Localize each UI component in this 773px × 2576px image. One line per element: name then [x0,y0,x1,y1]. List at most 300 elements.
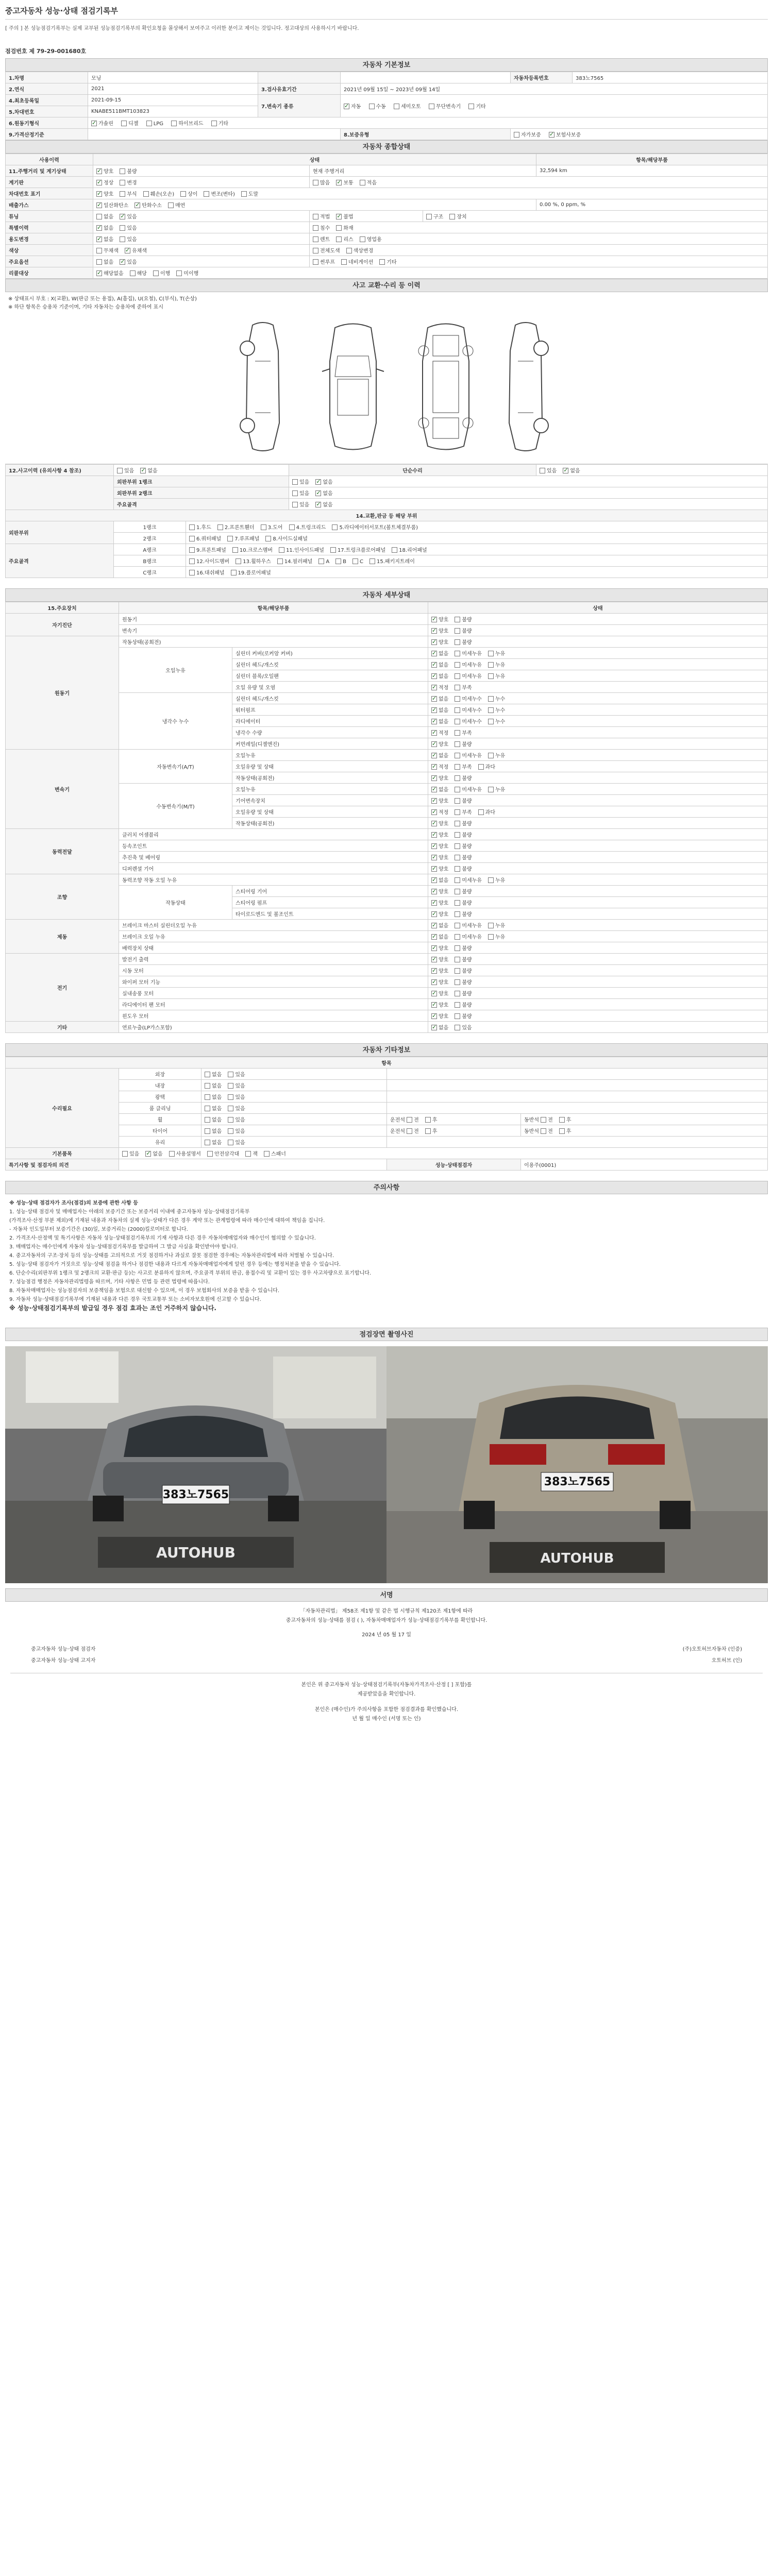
checkbox[interactable] [455,900,460,906]
checkbox[interactable] [455,707,460,713]
checkbox[interactable] [261,524,266,530]
checkbox[interactable] [431,832,437,838]
checkbox[interactable] [205,1106,210,1111]
checkbox[interactable] [455,945,460,951]
checkbox[interactable] [431,798,437,804]
checkbox[interactable] [336,214,342,219]
checkbox[interactable] [189,570,195,575]
checkbox[interactable] [96,259,102,265]
basic-value: 2021-09-15 [88,95,258,106]
checkbox[interactable] [431,617,437,622]
checkbox[interactable] [231,570,237,575]
checkbox[interactable] [431,764,437,770]
opinion-value[interactable] [119,1159,387,1171]
option-label: 15.패키지트레이 [377,559,415,565]
checkbox[interactable] [153,270,159,276]
car-side-right [495,320,557,454]
checkbox[interactable] [335,558,341,564]
detail-item: 윈도우 모터 [119,1010,428,1022]
checkbox[interactable] [332,524,338,530]
side-label: 외판부위 [6,521,114,544]
checkbox[interactable] [204,191,209,197]
checkbox[interactable] [168,202,174,208]
checkbox[interactable] [360,180,365,185]
checkbox[interactable] [488,719,494,724]
option-label: 리스 [343,237,354,243]
checkbox[interactable] [228,1128,233,1134]
checkbox[interactable] [488,651,494,656]
checkbox[interactable] [313,236,318,242]
checkbox[interactable] [217,524,223,530]
checkbox[interactable] [228,1083,233,1089]
checkbox[interactable] [455,1025,460,1030]
state-options [310,177,768,188]
checkbox[interactable] [431,889,437,894]
detail-state [428,920,768,931]
basic-label [258,72,341,83]
option-label: 미세누유 [462,923,482,929]
detail-row [6,840,768,852]
checkbox[interactable] [189,547,195,553]
checkbox[interactable] [478,764,484,770]
accident-header: 사고 교환·수리 등 이력 [5,279,768,292]
checkbox[interactable] [407,1128,412,1134]
option-label: 훼손(오손) [150,192,175,197]
checkbox[interactable] [488,923,494,928]
checkbox[interactable] [455,832,460,838]
checkbox[interactable] [431,809,437,815]
option-label: 전 [548,1117,553,1123]
checkbox[interactable] [205,1140,210,1145]
checkbox[interactable] [541,1117,546,1123]
checkbox[interactable] [96,214,102,219]
checkbox[interactable] [146,121,152,126]
checkbox[interactable] [455,639,460,645]
buyer-sign[interactable]: (서명 또는 인) [389,1716,421,1722]
checkbox[interactable] [431,639,437,645]
detail-state [428,1010,768,1022]
checkbox[interactable] [478,809,484,815]
option-label: 부식 [127,192,137,197]
checkbox[interactable] [96,270,102,276]
detail-state [428,818,768,829]
basic-value [88,129,341,140]
car-side-left [232,320,294,454]
checkbox[interactable] [96,236,102,242]
wheel-side [521,1114,768,1125]
checkbox[interactable] [289,524,295,530]
checkbox[interactable] [96,191,102,197]
checkbox[interactable] [292,502,298,507]
detail-row [6,999,768,1010]
checkbox[interactable] [120,236,125,242]
checkbox[interactable] [431,719,437,724]
checkbox[interactable] [455,685,460,690]
checkbox[interactable] [455,821,460,826]
checkbox[interactable] [455,775,460,781]
option-label: 16.대쉬패널 [196,570,225,576]
option-label: 불량 [462,833,472,838]
checkbox[interactable] [455,696,460,702]
checkbox[interactable] [394,104,399,109]
checkbox[interactable] [455,889,460,894]
checkbox[interactable] [431,1013,437,1019]
state-label: 용도변경 [6,233,93,245]
option-label: 2.프론트휀더 [224,525,255,531]
checkbox[interactable] [431,730,437,736]
checkbox[interactable] [455,923,460,928]
checkbox[interactable] [455,719,460,724]
checkbox[interactable] [455,911,460,917]
checkbox[interactable] [91,121,97,126]
checkbox[interactable] [455,809,460,815]
checkbox[interactable] [211,121,217,126]
checkbox[interactable] [455,877,460,883]
checkbox[interactable] [425,1128,431,1134]
detail-state [428,750,768,761]
checkbox[interactable] [228,1094,233,1100]
checkbox[interactable] [96,202,102,208]
detail-row [6,886,768,897]
other-row [6,1125,768,1137]
checkbox[interactable] [205,1094,210,1100]
checkbox[interactable] [431,866,437,872]
option-label: 양호 [439,821,449,827]
checkbox[interactable] [227,536,233,541]
detail-row [6,1022,768,1033]
checkbox[interactable] [431,900,437,906]
option-label: 불량 [462,1003,472,1008]
checkbox[interactable] [488,877,494,883]
checkbox[interactable] [140,468,146,473]
other-row [6,1137,768,1148]
checkbox[interactable] [120,168,125,174]
option-label: 양호 [439,799,449,804]
checkbox[interactable] [120,191,125,197]
checkbox[interactable] [455,855,460,860]
checkbox[interactable] [341,259,347,265]
checkbox[interactable] [431,979,437,985]
checkbox[interactable] [431,911,437,917]
checkbox[interactable] [431,1025,437,1030]
checkbox[interactable] [292,490,298,496]
checkbox[interactable] [121,121,127,126]
option-label: 없음 [212,1129,222,1134]
checkbox[interactable] [117,468,123,473]
photo-rear-image [386,1346,768,1583]
checkbox[interactable] [455,934,460,940]
part-list [186,555,768,567]
checkbox[interactable] [207,1151,213,1157]
checkbox[interactable] [313,214,318,219]
checkbox[interactable] [120,180,125,185]
part-header: 14.교환,판금 등 해당 부위 [6,510,768,521]
checkbox[interactable] [313,225,318,231]
checkbox[interactable] [344,104,349,109]
checkbox[interactable] [455,957,460,962]
detail-header: 자동차 세부상태 [5,588,768,602]
option-label: 없음 [323,480,333,485]
checkbox[interactable] [488,934,494,940]
checkbox[interactable] [431,753,437,758]
checkbox[interactable] [130,270,136,276]
receipt-line: 제공받았음을 확인합니다. [357,1691,416,1697]
other-item: 유리 [119,1137,201,1148]
checkbox[interactable] [426,214,432,219]
rank-name: B랭크 [114,555,186,567]
checkbox[interactable] [514,132,519,138]
detail-row [6,863,768,874]
checkbox[interactable] [96,180,102,185]
checkbox[interactable] [455,968,460,974]
option-label: 누수 [495,697,506,702]
checkbox[interactable] [315,479,321,485]
checkbox[interactable] [455,753,460,758]
checkbox[interactable] [176,270,182,276]
option-label: 불법 [343,214,354,220]
checkbox[interactable] [236,558,241,564]
option-label: 불량 [462,980,472,986]
state-label: 계기판 [6,177,93,188]
checkbox[interactable] [180,191,186,197]
detail-state [428,761,768,772]
checkbox[interactable] [431,877,437,883]
option-label: 변경 [127,180,137,186]
checkbox[interactable] [145,1151,151,1157]
option-label: 없음 [212,1140,222,1146]
option-label: 잭 [253,1151,258,1157]
checkbox[interactable] [392,547,397,553]
basic-value: 2021 [88,83,258,95]
checkbox[interactable] [431,821,437,826]
checkbox[interactable] [455,651,460,656]
checkbox[interactable] [425,1117,431,1123]
checkbox[interactable] [455,991,460,996]
checkbox[interactable] [315,502,321,507]
basic-value [341,72,511,83]
option-label: 미세누유 [462,674,482,680]
checkbox[interactable] [455,798,460,804]
checkbox[interactable] [431,957,437,962]
checkbox[interactable] [96,168,102,174]
inspector-value: (주)오토허브자동차 (인증) [682,1647,742,1652]
checkbox[interactable] [549,132,554,138]
checkbox[interactable] [369,558,375,564]
checkbox[interactable] [488,753,494,758]
option-label: 수동 [376,104,386,110]
checkbox[interactable] [205,1128,210,1134]
state-options [310,233,768,245]
checkbox[interactable] [431,651,437,656]
checkbox[interactable] [189,524,195,530]
checkbox[interactable] [488,662,494,668]
checkbox[interactable] [379,259,385,265]
other-blank [387,1091,768,1103]
checkbox[interactable] [431,843,437,849]
checkbox[interactable] [143,191,149,197]
other-blank [387,1103,768,1114]
option-label: 미세누유 [462,753,482,759]
option-label: 스패너 [271,1151,286,1157]
checkbox[interactable] [488,673,494,679]
checkbox[interactable] [455,843,460,849]
checkbox[interactable] [468,104,474,109]
side-label: 동반석 [524,1117,539,1123]
checkbox[interactable] [431,775,437,781]
checkbox[interactable] [431,685,437,690]
lift-brand-text: AUTOHUB [540,1551,614,1566]
detail-state [428,795,768,806]
checkbox[interactable] [455,1002,460,1008]
checkbox[interactable] [431,945,437,951]
col-header: 항목/해당부품 [119,602,428,614]
checkbox[interactable] [120,259,125,265]
rank-name: A랭크 [114,544,186,555]
option-label: 기타 [476,104,486,110]
checkbox[interactable] [431,628,437,634]
photo-front-image [5,1346,386,1583]
option-label: 양호 [439,640,449,646]
checkbox[interactable] [455,617,460,622]
checkbox[interactable] [205,1083,210,1089]
checkbox[interactable] [315,490,321,496]
detail-item: 실린더 블록/오일팬 [232,670,428,682]
detail-group: 기타 [6,1022,119,1033]
other-blank [387,1080,768,1091]
checkbox[interactable] [455,1013,460,1019]
checkbox[interactable] [540,468,545,473]
checkbox[interactable] [96,225,102,231]
option-label: 매연 [175,203,186,209]
detail-state [428,840,768,852]
checkbox[interactable] [431,855,437,860]
checkbox[interactable] [455,979,460,985]
serial-label: 점검번호 제 [5,48,35,55]
detail-item: 디퍼렌셜 기어 [119,863,428,874]
checkbox[interactable] [279,547,284,553]
checkbox[interactable] [125,248,130,253]
checkbox[interactable] [431,707,437,713]
checkbox[interactable] [205,1117,210,1123]
checkbox[interactable] [488,787,494,792]
option-label: 적법 [320,214,330,220]
legend-line: ※ 하단 항목은 승용차 기준이며, 기타 자동차는 승용차에 준하여 표시 [8,304,163,310]
checkbox[interactable] [336,225,342,231]
checkbox[interactable] [431,934,437,940]
checkbox[interactable] [455,628,460,634]
checkbox[interactable] [431,991,437,996]
repair-label: 단순수리 [289,465,536,476]
checkbox[interactable] [449,214,455,219]
checkbox[interactable] [313,248,318,253]
option-label: 양호 [439,776,449,782]
rank-options [289,487,768,499]
checkbox[interactable] [265,536,271,541]
checkbox[interactable] [135,202,140,208]
checkbox[interactable] [455,866,460,872]
other-info-header: 자동차 기타정보 [5,1043,768,1057]
checkbox[interactable] [352,558,358,564]
checkbox[interactable] [455,730,460,736]
checkbox[interactable] [245,1151,251,1157]
caution-box [5,1194,768,1317]
checkbox[interactable] [429,104,434,109]
other-item: 내장 [119,1080,201,1091]
other-item: 외장 [119,1069,201,1080]
checkbox[interactable] [431,923,437,928]
checkbox[interactable] [122,1151,128,1157]
checkbox[interactable] [277,558,283,564]
checkbox[interactable] [431,673,437,679]
checkbox[interactable] [232,547,238,553]
option-label: 보통 [343,180,354,186]
checkbox[interactable] [455,787,460,792]
buyer-note: 본인은 (매수인)가 주의사항을 포함한 점검결과를 확인했습니다. [314,1707,459,1713]
checkbox[interactable] [189,558,195,564]
checkbox[interactable] [96,248,102,253]
checkbox[interactable] [292,479,298,485]
option-label: 미세누유 [462,663,482,668]
checkbox[interactable] [241,191,247,197]
checkbox[interactable] [336,236,342,242]
checkbox[interactable] [313,180,318,185]
checkbox[interactable] [455,662,460,668]
checkbox[interactable] [369,104,375,109]
checkbox[interactable] [346,248,352,253]
checkbox[interactable] [264,1151,270,1157]
checkbox[interactable] [228,1072,233,1077]
checkbox[interactable] [120,214,125,219]
option-label: 있음 [547,468,557,474]
checkbox[interactable] [189,536,195,541]
checkbox[interactable] [120,225,125,231]
checkbox[interactable] [171,121,177,126]
option-label: 기타 [218,121,229,127]
legend-line: ※ 상태표시 부호 : X(교환), W(판금 또는 용접), A(흠집), U(요철), C(부식), T(손상) [8,296,197,302]
checkbox[interactable] [431,662,437,668]
checkbox[interactable] [455,673,460,679]
checkbox[interactable] [318,558,324,564]
checkbox[interactable] [407,1117,412,1123]
checkbox[interactable] [169,1151,175,1157]
checkbox[interactable] [431,968,437,974]
checkbox[interactable] [205,1072,210,1077]
checkbox[interactable] [563,468,568,473]
checkbox[interactable] [228,1117,233,1123]
checkbox[interactable] [336,180,342,185]
checkbox[interactable] [228,1140,233,1145]
checkbox[interactable] [455,741,460,747]
option-label: 과다 [485,765,495,770]
checkbox[interactable] [455,764,460,770]
option-label: 렌트 [320,237,330,243]
checkbox[interactable] [431,696,437,702]
checkbox[interactable] [488,696,494,702]
checkbox[interactable] [228,1106,233,1111]
checkbox[interactable] [559,1128,565,1134]
checkbox[interactable] [330,547,336,553]
detail-state [428,693,768,704]
checkbox[interactable] [431,741,437,747]
checkbox[interactable] [431,787,437,792]
checkbox[interactable] [541,1128,546,1134]
option-label: B [343,559,347,565]
checkbox[interactable] [431,1002,437,1008]
checkbox[interactable] [488,707,494,713]
checkbox[interactable] [360,236,365,242]
checkbox[interactable] [559,1117,565,1123]
checkbox[interactable] [313,259,318,265]
